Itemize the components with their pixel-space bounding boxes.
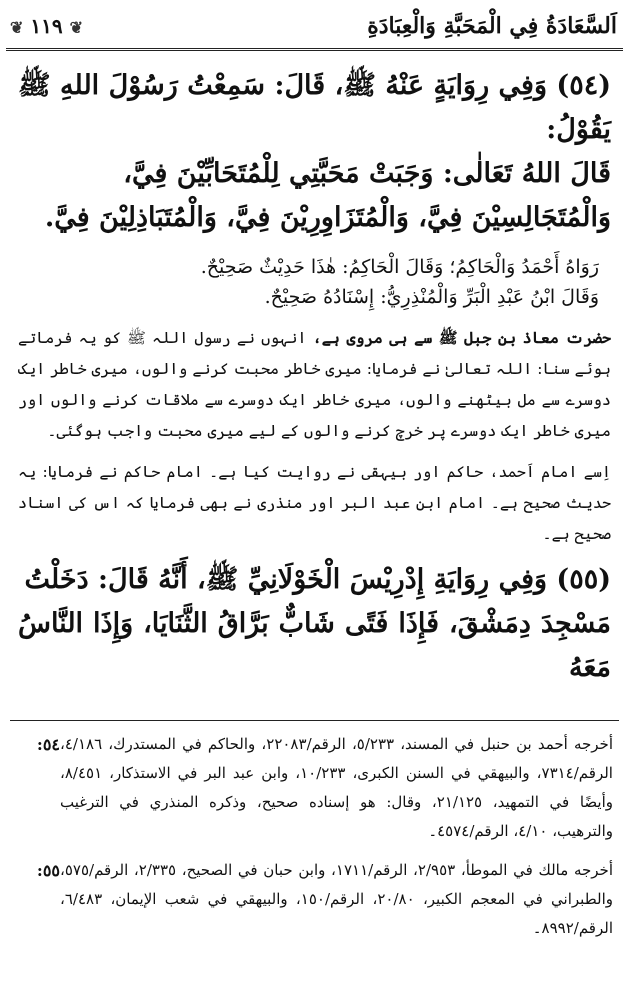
urdu-lead-text: حضرت معاذ بن جبل ﷺ سے ہی مروی ہے،: [312, 328, 611, 347]
footnote-divider: [10, 720, 619, 721]
hadith-54-ref-line-2: وَقَالَ ابْنُ عَبْدِ الْبَرِّ وَالْمُنْذِرِيُّ: إِسْنَادُهُ صَحِيْحٌ.: [264, 286, 599, 308]
hadith-54-line-1: (٥٤) وَفِي رِوَايَةٍ عَنْهُ ﷺ، قَالَ: سَمِعْتُ رَسُوْلَ اللهِ ﷺ يَقُوْلُ:: [18, 70, 611, 145]
footnote-54-number: ٥٤:: [36, 735, 60, 754]
page-number-value: ١١٩: [30, 14, 63, 38]
footnote-55-number: ٥٥:: [36, 861, 60, 880]
hadith-54-reference: [18, 252, 611, 312]
page-header: [6, 4, 623, 51]
urdu-body-text: انہوں نے رسول اللہ ﷺ کو یہ فرماتے ہوئے سنا: اللہ تعالیٰ نے فرمایا: میری خاطر محبت کرنے والوں، میری خاطر ایک دوسرے سے مل بیٹھنے والوں، میری خاطر ایک دوسرے سے ملاقات کرنے والوں اور میری خاطر ایک دوسرے پر خرچ کرنے والوں کے لیے میری محبت واجب ہوگئی۔: [18, 329, 611, 440]
hadith-55-text: [18, 558, 611, 690]
hadith-54-text: [18, 64, 611, 240]
hadith-54-urdu-translation: [18, 322, 611, 447]
ornament-left-icon: ❦: [10, 18, 24, 37]
footnote-55: [16, 856, 613, 943]
footnotes: [16, 730, 613, 953]
hadith-55-line-1: (٥٥) وَفِي رِوَايَةِ إِدْرِيْسَ الْخَوْلَانِيِّ ﷺ، أَنَّهُ قَالَ: دَخَلْتُ: [24, 564, 611, 595]
ornament-right-icon: ❦: [69, 18, 83, 37]
hadith-54-urdu-reference: اِسے امام اَحمد، حاکم اور بیہقی نے روایت کیا ہے۔ امام حاکم نے فرمایا: یہ حدیث صحیح ہے۔ امام ابن عبد البر اور منذری نے بھی فرمایا کہ اس کی اسناد صحیح ہے۔: [18, 463, 611, 543]
page-number: [6, 14, 83, 38]
running-title: اَلسَّعَادَةُ فِي الْمَحَبَّةِ وَالْعِبَادَةِ: [367, 13, 617, 39]
footnote-54: [16, 730, 613, 846]
hadith-54-ref-line-1: رَوَاهُ أَحْمَدُ وَالْحَاكِمُ؛ وَقَالَ الْحَاكِمُ: هٰذَا حَدِيْثٌ صَحِيْحٌ.: [200, 256, 599, 278]
main-content: [18, 56, 611, 690]
hadith-54-line-3: وَالْمُتَجَالِسِيْنَ فِيَّ، وَالْمُتَزَاوِرِيْنَ فِيَّ، وَالْمُتَبَاذِلِيْنَ فِيَّ.: [44, 202, 611, 233]
footnote-54-text: أخرجه أحمد بن حنبل في المسند، ٥/٢٣٣، الرقم/٢٢٠٨٣، والحاكم في المستدرك، ٤/١٨٦، الرقم/٧٣١٤، والبيهقي في السنن الكبرى، ١٠/٢٣٣، وابن عبد البر في الاستذكار، ٨/٤٥١، وأيضًا في التمهيد، ٢١/١٢٥، وقال: هو إسناده صحيح، وذكره المنذري في الترغيب والترهيب، ٤/١٠، الرقم/٤٥٧٤۔: [60, 735, 613, 840]
hadith-55-line-2: مَسْجِدَ دِمَشْقَ، فَإِذَا فَتًى شَابٌّ بَرَّاقُ الثَّنَايَا، وَإِذَا النَّاسُ مَعَهُ: [18, 608, 611, 683]
hadith-54-line-2: قَالَ اللهُ تَعَالٰى: وَجَبَتْ مَحَبَّتِي لِلْمُتَحَابِّيْنَ فِيَّ،: [123, 158, 611, 189]
footnote-55-text: أخرجه مالك في الموطأ، ٢/٩٥٣، الرقم/١٧١١، وابن حبان في الصحيح، ٢/٣٣٥، الرقم/٥٧٥، والطبراني في المعجم الكبير، ٢٠/٨٠، الرقم/١٥٠، والبيهقي في شعب الإيمان، ٦/٤٨٣، الرقم/٨٩٩٢۔: [60, 861, 613, 937]
